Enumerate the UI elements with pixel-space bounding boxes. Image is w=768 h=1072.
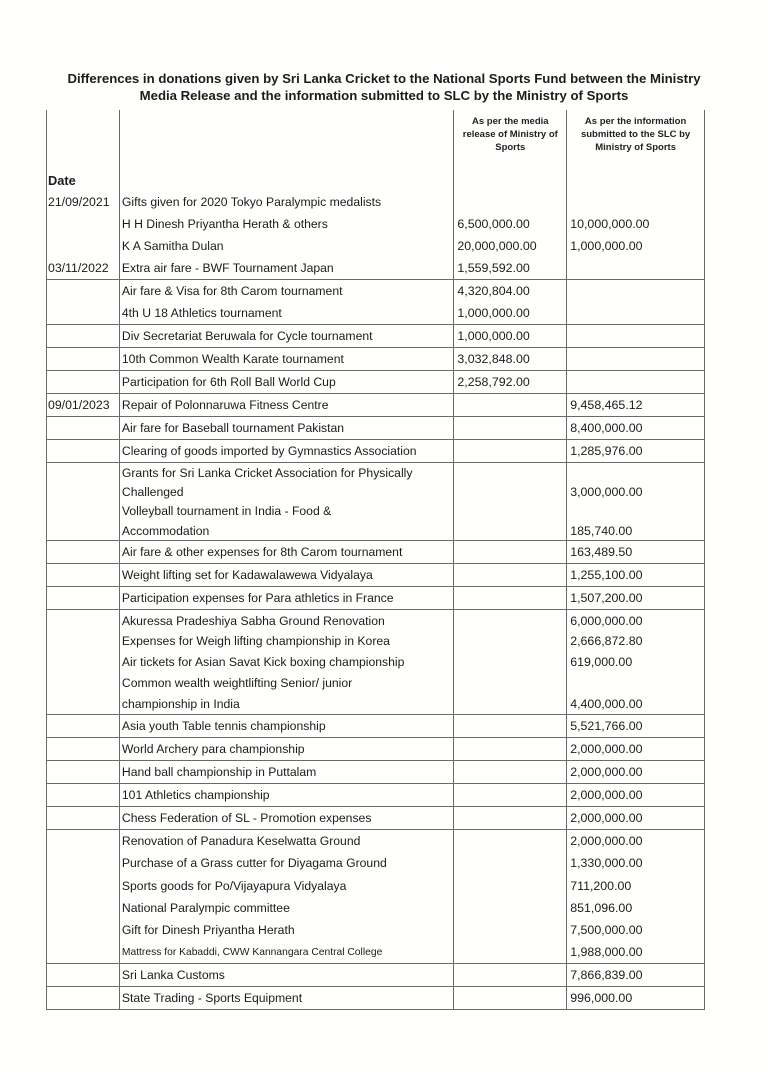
description-cell: Grants for Sri Lanka Cricket Association for Physically: [120, 463, 454, 482]
media-release-cell: [454, 784, 567, 806]
description-cell: Sri Lanka Customs: [120, 964, 454, 986]
slc-cell: 711,200.00: [570, 878, 632, 893]
date-cell: [47, 631, 120, 652]
date-cell: [47, 964, 120, 986]
table-row: [47, 875, 704, 897]
date-cell: [47, 897, 120, 919]
table-row: [47, 919, 704, 941]
description-cell: Mattress for Kabaddi, CWW Kannangara Central College: [120, 941, 454, 963]
media-release-cell: [454, 541, 567, 563]
slc-cell: 163,489.50: [570, 545, 633, 560]
slc-cell: 2,000,000.00: [570, 765, 643, 780]
table-row: [47, 482, 704, 501]
media-release-cell: [454, 919, 567, 941]
slc-cell: [567, 673, 704, 694]
media-release-cell: [454, 875, 567, 897]
description-cell: Participation for 6th Roll Ball World Cup: [120, 371, 454, 393]
date-cell: [47, 213, 120, 235]
table-row-group: [47, 964, 704, 987]
description-cell: Asia youth Table tennis championship: [120, 715, 454, 737]
description-cell: Common wealth weightlifting Senior/ junior: [120, 673, 454, 694]
date-cell: [47, 673, 120, 694]
table-row-group: [47, 348, 704, 371]
table-row: [47, 564, 704, 586]
slc-cell: 9,458,465.12: [570, 398, 643, 412]
description-cell: [120, 169, 454, 191]
description-cell: Sports goods for Po/Vijayapura Vidyalaya: [120, 875, 454, 897]
table-row-group: [47, 587, 704, 610]
media-release-cell: [454, 564, 567, 586]
date-column-header: Date: [47, 169, 120, 191]
date-cell: [47, 280, 120, 302]
description-cell: Clearing of goods imported by Gymnastics Association: [120, 440, 454, 462]
table-row: [47, 715, 704, 737]
table-row-group: [47, 541, 704, 564]
description-cell: Expenses for Weigh lifting championship in Korea: [120, 631, 454, 652]
table-header-group: [47, 110, 704, 280]
date-cell: [47, 807, 120, 829]
slc-cell: [567, 302, 704, 324]
description-cell: [120, 110, 454, 169]
slc-cell: [567, 371, 704, 393]
date-cell: [47, 652, 120, 673]
table-row: [47, 213, 704, 235]
slc-cell: [567, 348, 704, 370]
date-cell: [47, 348, 120, 370]
slc-cell: 2,000,000.00: [570, 834, 643, 849]
slc-cell: [567, 325, 704, 347]
date-cell: [47, 440, 120, 462]
table-row: [47, 235, 704, 257]
description-cell: Purchase of a Grass cutter for Diyagama Ground: [120, 852, 454, 874]
description-cell: 4th U 18 Athletics tournament: [120, 302, 454, 324]
media-release-cell: [454, 652, 567, 673]
slc-cell: 185,740.00: [570, 523, 633, 538]
date-cell: [47, 417, 120, 439]
slc-cell: 8,400,000.00: [570, 421, 643, 435]
media-release-cell: [454, 673, 567, 694]
date-cell: [47, 738, 120, 760]
slc-cell: 851,096.00: [570, 900, 633, 915]
slc-cell: 619,000.00: [570, 655, 633, 670]
description-cell: Participation expenses for Para athletics in France: [120, 587, 454, 609]
date-cell: [47, 784, 120, 806]
media-release-cell: 6,500,000.00: [454, 213, 567, 235]
table-row-group: [47, 610, 704, 715]
media-release-cell: [454, 631, 567, 652]
document-title-line1: Differences in donations given by Sri Lanka Cricket to the National Sports Fund between the Ministry: [67, 71, 701, 86]
slc-cell: 1,285,976.00: [570, 444, 643, 458]
slc-cell: 1,255,100.00: [570, 568, 643, 583]
table-row: [47, 541, 704, 563]
table-row-group: [47, 371, 704, 394]
table-row: [47, 693, 704, 714]
table-row-group: [47, 280, 704, 325]
slc-cell: 6,000,000.00: [570, 613, 643, 628]
table-row: [47, 191, 704, 213]
date-cell: [47, 235, 120, 257]
table-row-group: [47, 440, 704, 463]
slc-column-header: As per the information submitted to the SLC by Ministry of Sports: [580, 116, 691, 153]
description-cell: Gifts given for 2020 Tokyo Paralympic medalists: [120, 191, 454, 213]
media-release-cell: 3,032,848.00: [454, 348, 567, 370]
slc-cell: 2,000,000.00: [570, 788, 643, 803]
date-cell: [47, 502, 120, 521]
date-cell: [47, 482, 120, 501]
media-release-cell: [454, 807, 567, 829]
media-release-cell: [454, 440, 567, 462]
media-release-cell: [454, 482, 567, 501]
description-cell: Air tickets for Asian Savat Kick boxing championship: [120, 652, 454, 673]
media-release-cell: 4,320,804.00: [454, 280, 567, 302]
table-row: [47, 280, 704, 302]
table-row: [47, 941, 704, 963]
document-title: [0, 0, 768, 104]
date-cell: [47, 564, 120, 586]
table-row: [47, 738, 704, 760]
description-cell: Weight lifting set for Kadawalawewa Vidyalaya: [120, 564, 454, 586]
slc-cell: 10,000,000.00: [570, 217, 650, 231]
table-row: [47, 652, 704, 673]
date-cell: [47, 987, 120, 1009]
table-row: [47, 784, 704, 806]
table-row-group: [47, 738, 704, 761]
date-cell: [47, 693, 120, 714]
media-release-cell: [454, 502, 567, 521]
date-cell: [47, 875, 120, 897]
date-label-row: [47, 169, 704, 191]
media-release-cell: [454, 169, 567, 191]
slc-cell: 5,521,766.00: [570, 719, 643, 734]
column-header-row: [47, 110, 704, 169]
slc-cell: 4,400,000.00: [570, 696, 643, 711]
description-cell: National Paralympic committee: [120, 897, 454, 919]
date-cell: [47, 521, 120, 540]
media-release-cell: [454, 587, 567, 609]
media-release-cell: 2,258,792.00: [454, 371, 567, 393]
media-release-cell: [454, 463, 567, 482]
table-row: [47, 463, 704, 482]
description-cell: State Trading - Sports Equipment: [120, 987, 454, 1009]
donations-table: [46, 110, 705, 1010]
media-release-cell: [454, 715, 567, 737]
description-cell: World Archery para championship: [120, 738, 454, 760]
media-release-cell: 1,559,592.00: [454, 257, 567, 279]
table-row: [47, 502, 704, 521]
table-row: [47, 673, 704, 694]
media-release-cell: [454, 964, 567, 986]
table-row: [47, 897, 704, 919]
slc-cell: 2,000,000.00: [570, 811, 643, 826]
table-row: [47, 394, 704, 416]
description-cell: Chess Federation of SL - Promotion expenses: [120, 807, 454, 829]
table-row-group: [47, 715, 704, 738]
document-title-line2: Media Release and the information submitted to SLC by the Ministry of Sports: [139, 87, 629, 103]
slc-cell: 7,500,000.00: [570, 923, 643, 938]
date-cell: [47, 325, 120, 347]
date-cell: [47, 941, 120, 963]
date-cell: [47, 919, 120, 941]
slc-cell: 996,000.00: [570, 991, 633, 1006]
table-row-group: [47, 394, 704, 417]
date-cell: [47, 852, 120, 874]
description-cell: Extra air fare - BWF Tournament Japan: [120, 257, 454, 279]
date-cell: [47, 302, 120, 324]
media-release-cell: [454, 830, 567, 852]
table-row: [47, 371, 704, 393]
media-release-cell: [454, 852, 567, 874]
date-cell: 03/11/2022: [47, 257, 120, 279]
slc-cell: [567, 169, 704, 191]
media-release-cell: 1,000,000.00: [454, 325, 567, 347]
media-release-cell: [454, 738, 567, 760]
slc-cell: 1,330,000.00: [570, 856, 643, 871]
description-cell: Hand ball championship in Puttalam: [120, 761, 454, 783]
media-release-cell: [454, 941, 567, 963]
slc-cell: 1,000,000.00: [570, 239, 643, 253]
description-cell: Air fare for Baseball tournament Pakistan: [120, 417, 454, 439]
table-row: [47, 761, 704, 783]
media-release-column-header: As per the media release of Ministry of Sports: [454, 110, 567, 169]
description-cell: Akuressa Pradeshiya Sabha Ground Renovation: [120, 610, 454, 631]
table-row: [47, 964, 704, 986]
slc-cell: 1,988,000.00: [570, 945, 643, 960]
date-cell: [47, 830, 120, 852]
table-row: [47, 631, 704, 652]
date-cell: [47, 587, 120, 609]
description-cell: Accommodation: [120, 521, 454, 540]
media-release-cell: [454, 897, 567, 919]
date-cell: 21/09/2021: [47, 191, 120, 213]
description-cell: Renovation of Panadura Keselwatta Ground: [120, 830, 454, 852]
date-cell: [47, 371, 120, 393]
slc-cell: 3,000,000.00: [570, 484, 643, 499]
table-row-group: [47, 807, 704, 830]
table-row: [47, 521, 704, 540]
media-release-cell: [454, 987, 567, 1009]
table-row: [47, 257, 704, 279]
media-release-cell: 1,000,000.00: [454, 302, 567, 324]
media-release-cell: [454, 761, 567, 783]
slc-cell: 2,000,000.00: [570, 742, 643, 757]
table-row: [47, 852, 704, 874]
table-row: [47, 610, 704, 631]
media-release-cell: 20,000,000.00: [454, 235, 567, 257]
description-cell: Gift for Dinesh Priyantha Herath: [120, 919, 454, 941]
table-row: [47, 807, 704, 829]
table-row: [47, 325, 704, 347]
date-cell: [47, 110, 120, 169]
description-cell: Repair of Polonnaruwa Fitness Centre: [120, 394, 454, 416]
table-row-group: [47, 463, 704, 541]
table-row-group: [47, 784, 704, 807]
slc-cell: 2,666,872.80: [570, 634, 643, 649]
description-cell: H H Dinesh Priyantha Herath & others: [120, 213, 454, 235]
media-release-cell: [454, 610, 567, 631]
slc-cell: [567, 463, 704, 482]
table-row: [47, 417, 704, 439]
date-cell: [47, 715, 120, 737]
date-cell: 09/01/2023: [47, 394, 120, 416]
table-row-group: [47, 830, 704, 964]
media-release-cell: [454, 521, 567, 540]
table-row-group: [47, 987, 704, 1010]
table-row-group: [47, 325, 704, 348]
media-release-cell: [454, 394, 567, 416]
slc-cell: 1,507,200.00: [570, 591, 643, 606]
media-release-cell: [454, 693, 567, 714]
slc-cell: [567, 280, 704, 302]
description-cell: Air fare & Visa for 8th Carom tournament: [120, 280, 454, 302]
description-cell: championship in India: [120, 693, 454, 714]
table-row-group: [47, 417, 704, 440]
date-cell: [47, 541, 120, 563]
table-row: [47, 302, 704, 324]
table-row: [47, 440, 704, 462]
slc-cell: 7,866,839.00: [570, 968, 643, 983]
description-cell: Div Secretariat Beruwala for Cycle tournament: [120, 325, 454, 347]
date-cell: [47, 463, 120, 482]
table-row: [47, 830, 704, 852]
media-release-cell: [454, 191, 567, 213]
description-cell: K A Samitha Dulan: [120, 235, 454, 257]
date-cell: [47, 610, 120, 631]
description-cell: Air fare & other expenses for 8th Carom tournament: [120, 541, 454, 563]
slc-cell: [567, 191, 704, 213]
slc-cell: [567, 502, 704, 521]
table-row: [47, 587, 704, 609]
table-row: [47, 348, 704, 370]
description-cell: Volleyball tournament in India - Food &: [120, 502, 454, 521]
description-cell: 101 Athletics championship: [120, 784, 454, 806]
table-row: [47, 987, 704, 1009]
date-cell: [47, 761, 120, 783]
description-cell: 10th Common Wealth Karate tournament: [120, 348, 454, 370]
slc-cell: [567, 257, 704, 279]
media-release-cell: [454, 417, 567, 439]
table-row-group: [47, 564, 704, 587]
description-cell: Challenged: [120, 482, 454, 501]
table-row-group: [47, 761, 704, 784]
